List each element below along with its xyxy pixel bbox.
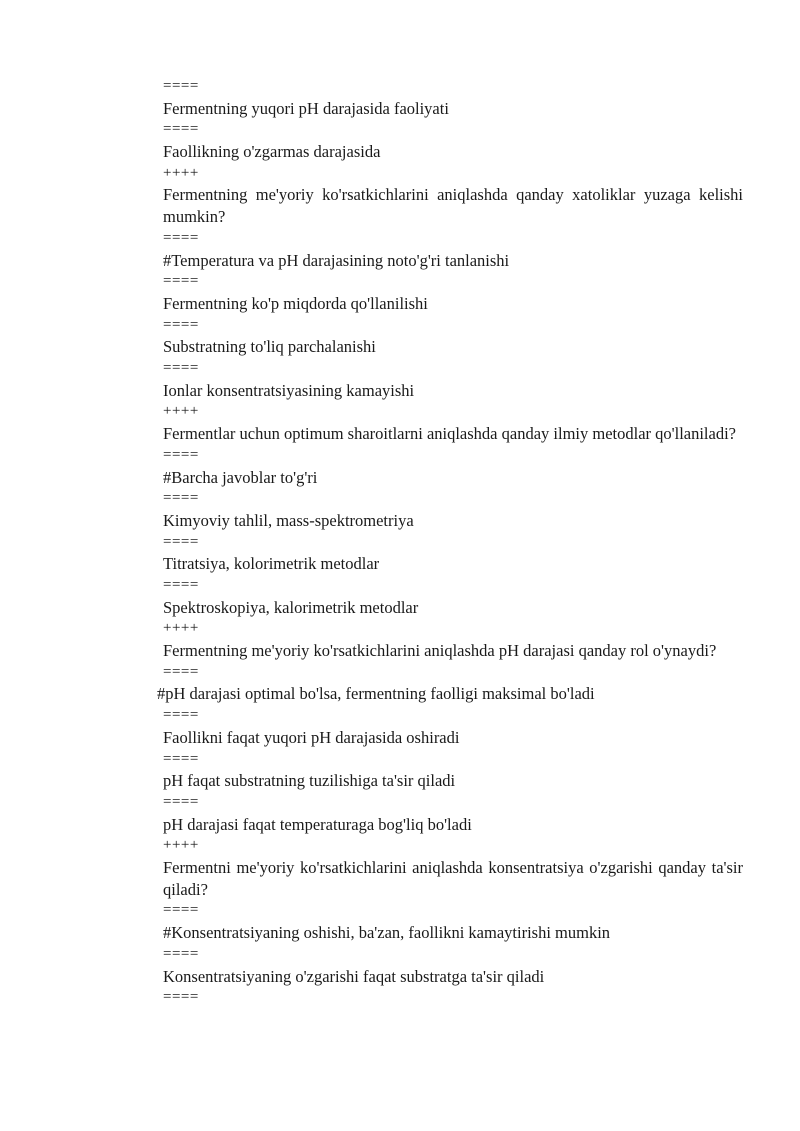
separator-marker: ==== <box>163 902 199 919</box>
question-text: Fermentning me'yoriy ko'rsatkichlarini aniqlashda pH darajasi qanday rol o'ynaydi? <box>163 641 717 661</box>
answer-option: Kimyoviy tahlil, mass-spektrometriya <box>163 510 414 530</box>
question-text: Fermentni me'yoriy ko'rsatkichlarini aniqlashda konsentratsiya o'zgarishi qanday ta'sir qiladi? <box>163 858 743 899</box>
answer-option: Faollikning o'zgarmas darajasida <box>163 142 381 162</box>
answer-option: Substratning to'liq parchalanishi <box>163 337 376 357</box>
separator-marker: ==== <box>163 707 199 724</box>
answer-option: #Konsentratsiyaning oshishi, ba'zan, faollikni kamaytirishi mumkin <box>163 923 611 943</box>
separator-marker: ==== <box>163 78 199 94</box>
separator-marker: ==== <box>163 446 199 463</box>
answer-option: Titratsiya, kolorimetrik metodlar <box>163 554 380 574</box>
separator-marker: ==== <box>163 533 199 550</box>
answer-option: Konsentratsiyaning o'zgarishi faqat substratga ta'sir qiladi <box>163 966 545 986</box>
separator-marker: ==== <box>163 229 199 246</box>
separator-marker: ==== <box>163 577 199 593</box>
separator-marker: ==== <box>163 121 199 138</box>
separator-marker: ==== <box>163 750 199 767</box>
separator-marker: ==== <box>163 360 199 377</box>
question-text: Fermentlar uchun optimum sharoitlarni aniqlashda qanday ilmiy metodlar qo'llaniladi? <box>163 424 736 444</box>
answer-option: pH darajasi faqat temperaturaga bog'liq bo'ladi <box>163 814 472 834</box>
separator-marker: ==== <box>163 793 199 810</box>
separator-marker: ==== <box>163 989 199 1006</box>
answer-option: #Temperatura va pH darajasining noto'g'ri tanlanishi <box>163 250 510 270</box>
separator-marker: ==== <box>163 945 199 962</box>
separator-marker: ++++ <box>163 837 199 854</box>
separator-marker: ++++ <box>163 620 199 637</box>
separator-marker: ==== <box>163 490 199 507</box>
answer-option: #Barcha javoblar to'g'ri <box>163 467 318 487</box>
question-text: Fermentning me'yoriy ko'rsatkichlarini aniqlashda qanday xatoliklar yuzaga kelishi mumkin? <box>163 185 743 227</box>
separator-marker: ==== <box>163 316 199 333</box>
answer-option: Faollikni faqat yuqori pH darajasida oshiradi <box>163 727 460 747</box>
separator-marker: ==== <box>163 663 199 680</box>
answer-option: Ionlar konsentratsiyasining kamayishi <box>163 380 415 400</box>
answer-option: #pH darajasi optimal bo'lsa, fermentning faolligi maksimal bo'ladi <box>157 684 595 704</box>
answer-option: pH faqat substratning tuzilishiga ta'sir qiladi <box>163 771 456 791</box>
answer-option: Fermentning yuqori pH darajasida faoliyati <box>163 98 449 118</box>
separator-marker: ++++ <box>163 164 199 181</box>
separator-marker: ==== <box>163 273 199 290</box>
document-page <box>157 76 743 1009</box>
separator-marker: ++++ <box>163 403 199 420</box>
answer-option: Fermentning ko'p miqdorda qo'llanilishi <box>163 293 428 313</box>
answer-option: Spektroskopiya, kalorimetrik metodlar <box>163 597 419 617</box>
